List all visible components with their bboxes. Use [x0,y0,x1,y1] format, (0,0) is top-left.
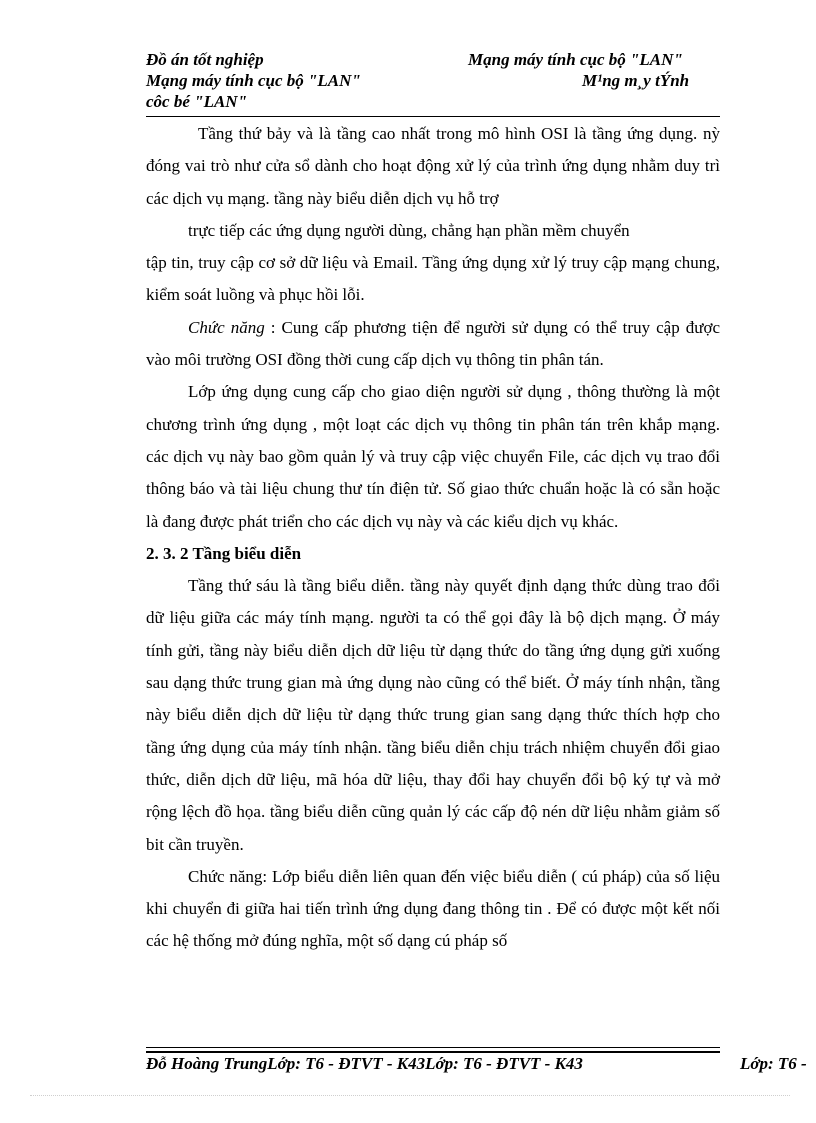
footer-rule-thick [146,1051,720,1053]
header-title-left: Đồ án tốt nghiệp [146,50,264,69]
paragraph-function [146,312,720,377]
section-heading: 2. 3. 2 Tầng biểu diễn [146,543,302,563]
paragraph-presentation-layer: Tầng thứ sáu là tầng biểu diễn. tầng này quyết định dạng thức dùng trao đổi dữ liệu giữa các máy tính mạng. người ta có thể gọi đây là bộ dịch mạng. Ở máy tính gửi, tầng này biểu diễn dịch dữ liệu từ dạng thức do tầng ứng dụng gửi xuống sau dạng thức trung gian mà ứng dụng nào cũng có thể biết. Ở máy tính nhận, tầng này biểu diễn dịch dữ liệu từ dạng thức trung gian sang dạng thức thích hợp cho tầng ứng dụng của máy tính nhận. tầng biểu diễn chịu trách nhiệm chuyển đổi giao thức, diễn dịch dữ liệu, mã hóa dữ liệu, thay đổi hay chuyển đổi bộ ký tự và mở rộng lệch đồ họa. tầng biểu diễn cũng quản lý các cấp độ nén dữ liệu nhằm giảm số bit cần truyền. [146,576,720,854]
function-text: : Cung cấp phương tiện để người sử dụng có thể truy cập được vào môi trường OSI đồng thời cung cấp dịch vụ thông tin phân tán. [146,317,720,370]
paragraph-application-layer-continuation: tập tin, truy cập cơ sở dữ liệu và Email. Tầng ứng dụng xử lý truy cập mạng chung, kiểm soát luồng và phục hồi lỗi. [146,253,720,305]
header-title-right: Mạng máy tính cục bộ "LAN" [468,50,683,69]
paragraph-application-layer-intro: Tầng thứ bảy và là tầng cao nhất trong mô hình OSI là tầng ứng dụng. nỳ đóng vai trò như cửa sổ dành cho hoạt động xử lý của trình ứng dụng nhằm duy trì các dịch vụ mạng. tầng này biểu diễn dịch vụ hỗ trợ [146,124,720,208]
header-subtitle-left: Mạng máy tính cục bộ "LAN" [146,71,361,90]
header-subtitle-right: M¹ng m¸y tÝnh [582,71,690,90]
footer-class: Lớp: T6 - [740,1054,807,1073]
header-rule [146,116,720,117]
footer-rule-thin [146,1047,720,1048]
header-garbled-line: côc bé "LAN" [146,92,248,111]
function-label: Chức năng [188,317,265,337]
document-body [146,118,720,958]
paragraph-application-layer-hanging-line: trực tiếp các ứng dụng người dùng, chẳng hạn phần mềm chuyển [188,220,630,240]
page-bottom-dotted-line [30,1095,790,1096]
footer-author: Đỗ Hoàng TrungLớp: T6 - ĐTVT - K43Lớp: T6 - ĐTVT - K43 [146,1054,583,1073]
paragraph-application-services: Lớp ứng dụng cung cấp cho giao diện người sử dụng , thông thường là một chương trình ứng dụng , một loạt các dịch vụ thông tin phân tán trên khắp mạng. các dịch vụ này bao gồm quản lý và truy cập việc chuyển File, các dịch vụ trao đổi thông báo và tài liệu chung thư tín điện tử. Số giao thức chuẩn hoặc là có sẵn hoặc là đang được phát triển cho các dịch vụ này và các kiểu dịch vụ khác. [146,382,720,531]
paragraph-presentation-function: Chức năng: Lớp biểu diễn liên quan đến việc biểu diễn ( cú pháp) của số liệu khi chuyển đi giữa hai tiến trình ứng dụng đang thông tin . Để có được một kết nối các hệ thống mở đúng nghĩa, một số dạng cú pháp số [146,866,720,951]
